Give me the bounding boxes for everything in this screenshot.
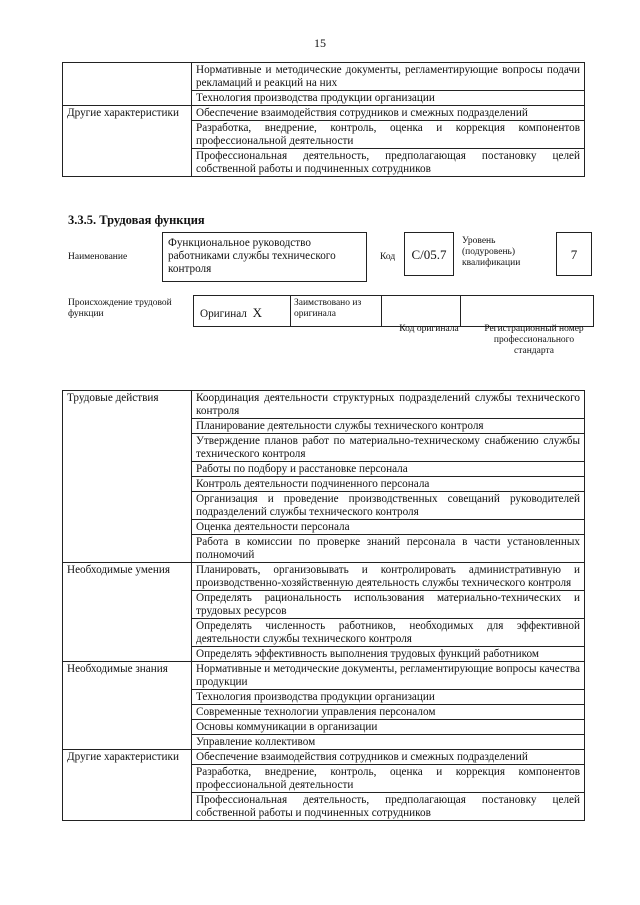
row-item: Организация и проведение производственных совещаний руководителей подразделений службы технического контроля [192, 492, 585, 520]
level-label: Уровень (подуровень) квалификации [462, 236, 521, 268]
function-name-box: Функциональное руководство работниками службы технического контроля [162, 232, 367, 282]
section-heading: 3.3.5. Трудовая функция [68, 213, 205, 227]
row-label [63, 63, 192, 106]
row-item: Определять эффективность выполнения трудовых функций работником [192, 647, 585, 662]
row-item: Определять численность работников, необходимых для эффективной деятельности службы технического контроля [192, 619, 585, 647]
row-item: Разработка, внедрение, контроль, оценка и коррекция компонентов профессиональной деятельности [192, 765, 585, 793]
code-label: Код [380, 252, 396, 262]
row-item: Профессиональная деятельность, предполагающая постановку целей собственной работы и подчиненных сотрудников [192, 149, 585, 177]
row-item: Нормативные и методические документы, регламентирующие вопросы качества продукции [192, 662, 585, 690]
row-label: Трудовые действия [63, 391, 192, 563]
row-item: Технология производства продукции организации [192, 690, 585, 705]
origin-label: Происхождение трудовой функции [68, 298, 172, 319]
level-box: 7 [556, 232, 592, 276]
row-item: Утверждение планов работ по материально-техническому снабжению службы технического контроля [192, 434, 585, 462]
row-item: Современные технологии управления персоналом [192, 705, 585, 720]
row-item: Контроль деятельности подчиненного персонала [192, 477, 585, 492]
row-item: Обеспечение взаимодействия сотрудников и смежных подразделений [192, 106, 585, 121]
page-number: 15 [314, 36, 326, 50]
original-mark: X [252, 305, 263, 320]
row-label: Необходимые умения [63, 563, 192, 662]
original-cell [193, 295, 291, 327]
row-item: Технология производства продукции организации [192, 91, 585, 106]
borrowed-cell: Заимствовано из оригинала [290, 295, 382, 327]
table-row [63, 106, 585, 121]
reg-number-cell [460, 295, 594, 327]
original-label: Оригинал [200, 308, 247, 320]
row-item: Работа в комиссии по проверке знаний персонала в части установленных полномочий [192, 535, 585, 563]
reg-number-label: Регистрационный номер профессионального стандарта [484, 324, 584, 356]
orig-code-label: Код оригинала [399, 324, 459, 334]
row-item: Работы по подбору и расстановке персонала [192, 462, 585, 477]
row-item: Профессиональная деятельность, предполагающая постановку целей собственной работы и подчиненных сотрудников [192, 793, 585, 821]
row-item: Координация деятельности структурных подразделений службы технического контроля [192, 391, 585, 419]
row-label: Другие характеристики [63, 106, 192, 177]
table-row [63, 662, 585, 690]
row-label: Другие характеристики [63, 750, 192, 821]
table-row [63, 563, 585, 591]
table-row [63, 63, 585, 91]
row-item: Разработка, внедрение, контроль, оценка и коррекция компонентов профессиональной деятельности [192, 121, 585, 149]
row-item: Нормативные и методические документы, регламентирующие вопросы подачи рекламаций и реакций на них [192, 63, 585, 91]
table-row [63, 750, 585, 765]
row-item: Основы коммуникации в организации [192, 720, 585, 735]
row-item: Планирование деятельности службы технического контроля [192, 419, 585, 434]
row-item: Управление коллективом [192, 735, 585, 750]
row-item: Определять рациональность использования материально-технических и трудовых ресурсов [192, 591, 585, 619]
orig-code-cell [381, 295, 461, 327]
table-row [63, 391, 585, 419]
row-item: Планировать, организовывать и контролировать административную и производственно-хозяйственную деятельность службы технического контроля [192, 563, 585, 591]
origin-row [194, 295, 594, 327]
code-box: С/05.7 [404, 232, 454, 276]
row-item: Обеспечение взаимодействия сотрудников и смежных подразделений [192, 750, 585, 765]
row-label: Необходимые знания [63, 662, 192, 750]
name-label: Наименование [68, 252, 128, 262]
row-item: Оценка деятельности персонала [192, 520, 585, 535]
function-details-table [62, 390, 585, 821]
top-characteristics-table [62, 62, 585, 177]
